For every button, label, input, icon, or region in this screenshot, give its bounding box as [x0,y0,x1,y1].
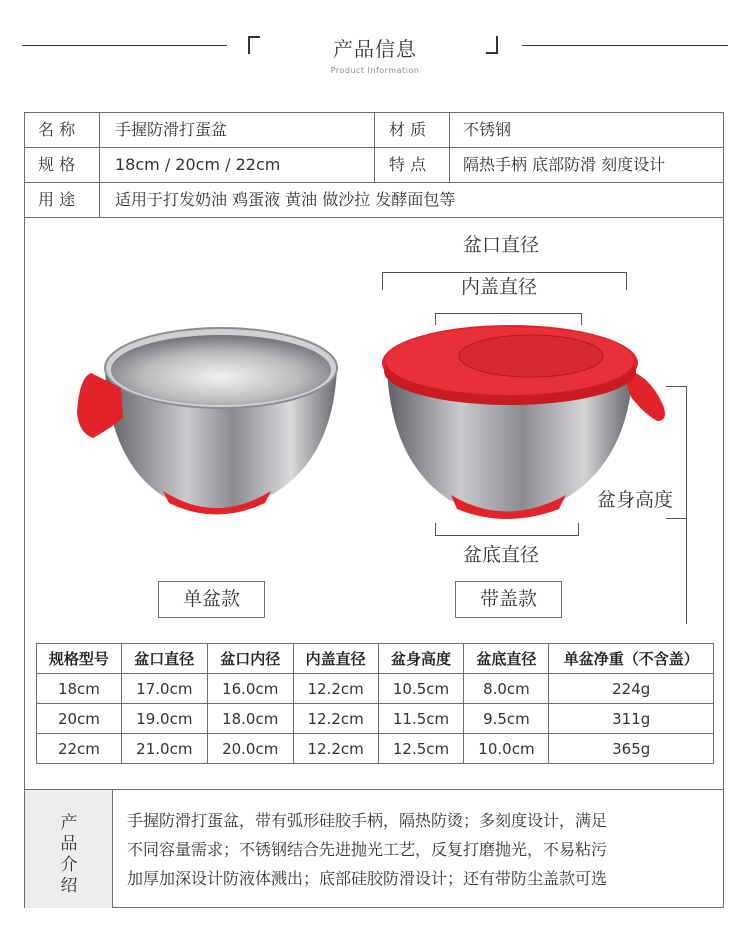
info-key: 规 格 [38,155,76,174]
spec-header: 单盆净重（不含盖） [549,644,714,674]
spec-header: 盆底直径 [464,644,549,674]
intro-line: 加厚加深设计防液体溅出；底部硅胶防滑设计；还有带防尘盖款可选 [127,869,608,888]
info-value: 18cm / 20cm / 22cm [115,155,281,174]
table-cell: 12.5cm [378,734,464,764]
intro-label-char: 产 [60,813,78,833]
table-cell: 11.5cm [378,704,464,734]
table-cell: 10.0cm [464,734,549,764]
spec-header-row [37,644,714,674]
info-value: 不锈钢 [463,120,512,139]
table-cell: 12.2cm [293,674,378,704]
base-diameter-label: 盆底直径 [463,544,540,566]
table-cell: 20cm [37,704,122,734]
table-cell: 311g [549,704,714,734]
product-intro [25,789,723,907]
table-cell: 9.5cm [464,704,549,734]
spec-header: 盆口直径 [121,644,207,674]
product-photos [25,218,723,640]
spec-header: 规格型号 [37,644,122,674]
intro-label-char: 品 [60,834,78,854]
table-row [37,674,714,704]
info-row-usage [25,183,723,218]
table-cell: 12.2cm [293,704,378,734]
intro-label-char: 绍 [60,876,78,896]
rim-diameter-label: 盆口直径 [463,234,540,256]
spec-table [36,643,714,764]
table-cell: 19.0cm [121,704,207,734]
table-cell: 12.2cm [293,734,378,764]
info-panel [24,112,724,908]
info-key: 名 称 [38,120,76,139]
table-cell: 22cm [37,734,122,764]
spec-header: 盆口内径 [207,644,293,674]
table-cell: 10.5cm [378,674,464,704]
page-subtitle: Product Information [330,66,420,75]
info-value: 适用于打发奶油 鸡蛋液 黄油 做沙拉 发酵面包等 [115,190,456,209]
info-row-name [25,113,723,148]
bowl-image [51,313,341,518]
style-single-bowl: 单盆款 [158,581,265,618]
info-key: 特 点 [389,155,427,174]
info-row-spec [25,148,723,183]
intro-line: 手握防滑打蛋盆，带有弧形硅胶手柄，隔热防烫；多刻度设计，满足 [127,811,608,830]
intro-label [25,790,113,908]
info-key: 用 途 [38,190,76,209]
info-key: 材 质 [389,120,427,139]
table-cell: 16.0cm [207,674,293,704]
page-title: 产品信息 [333,37,417,61]
table-cell: 20.0cm [207,734,293,764]
table-cell: 8.0cm [464,674,549,704]
style-with-lid: 带盖款 [455,581,562,618]
table-cell: 18cm [37,674,122,704]
table-cell: 17.0cm [121,674,207,704]
spec-header: 盆身高度 [378,644,464,674]
table-cell: 18.0cm [207,704,293,734]
lid-diameter-label: 内盖直径 [461,276,538,298]
table-cell: 365g [549,734,714,764]
table-cell: 224g [549,674,714,704]
intro-line: 不同容量需求；不锈钢结合先进抛光工艺，反复打磨抛光，不易粘污 [127,840,608,859]
info-value: 手握防滑打蛋盆 [115,120,228,139]
table-cell: 21.0cm [121,734,207,764]
intro-label-char: 介 [60,855,78,875]
body-height-label: 盆身高度 [595,483,675,514]
table-row [37,704,714,734]
intro-text [127,806,717,893]
table-row [37,734,714,764]
info-value: 隔热手柄 底部防滑 刻度设计 [463,155,666,174]
spec-header: 内盖直径 [293,644,378,674]
